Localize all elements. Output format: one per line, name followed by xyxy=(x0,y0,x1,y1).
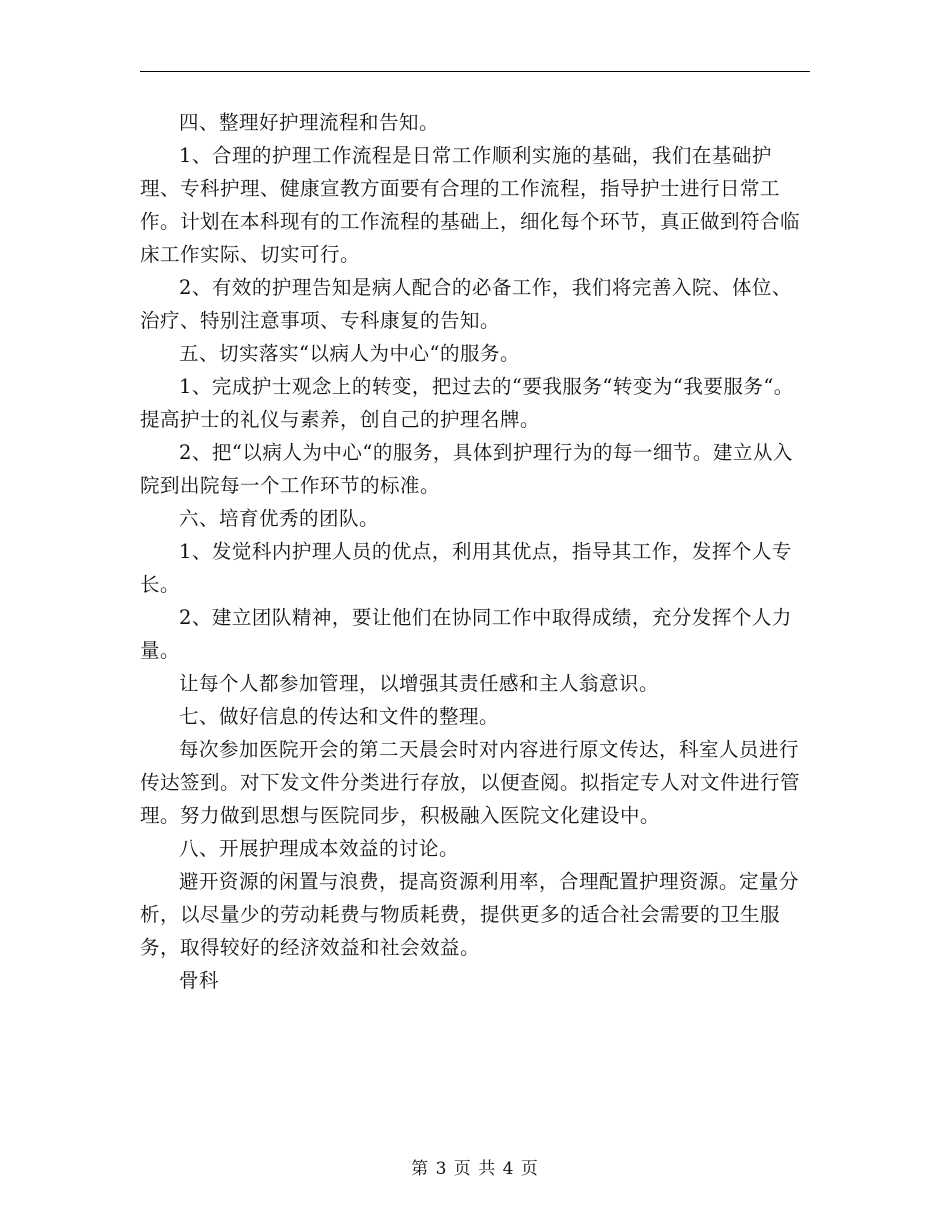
paragraph: 1、合理的护理工作流程是日常工作顺利实施的基础，我们在基础护理、专科护理、健康宣教方面要有合理的工作流程，指导护士进行日常工作。计划在本科现有的工作流程的基础上，细化每个环节，真正做到符合临床工作实际、切实可行。 xyxy=(140,144,801,266)
paragraph: 2、把“以病人为中心“的服务，具体到护理行为的每一细节。建立从入院到出院每一个工作环节的标准。 xyxy=(140,441,793,497)
section-heading-7: 七、做好信息的传达和文件的整理。 xyxy=(179,705,500,728)
paragraph: 1、发觉科内护理人员的优点，利用其优点，指导其工作，发挥个人专长。 xyxy=(140,540,792,596)
page-number-footer: 第 3 页 共 4 页 xyxy=(411,1159,539,1179)
paragraph: 2、有效的护理告知是病人配合的必备工作，我们将完善入院、体位、治疗、特别注意事项、专科康复的告知。 xyxy=(140,276,792,332)
header-rule xyxy=(140,71,810,72)
paragraph: 让每个人都参加管理，以增强其责任感和主人翁意识。 xyxy=(179,672,660,695)
section-heading-5: 五、切实落实“以病人为中心“的服务。 xyxy=(179,342,520,365)
section-heading-6: 六、培育优秀的团队。 xyxy=(179,507,380,530)
paragraph: 2、建立团队精神，要让他们在协同工作中取得成绩，充分发挥个人力量。 xyxy=(140,606,792,662)
paragraph: 骨科 xyxy=(179,969,220,992)
paragraph: 1、完成护士观念上的转变，把过去的“要我服务“转变为“我要服务“。提高护士的礼仪与素养，创自己的护理名牌。 xyxy=(140,375,794,431)
section-heading-8: 八、开展护理成本效益的讨论。 xyxy=(179,837,460,860)
document-body xyxy=(140,106,810,997)
section-heading-4: 四、整理好护理流程和告知。 xyxy=(179,111,440,134)
paragraph: 避开资源的闲置与浪费，提高资源利用率，合理配置护理资源。定量分析，以尽量少的劳动耗费与物质耗费，提供更多的适合社会需要的卫生服务，取得较好的经济效益和社会效益。 xyxy=(140,870,800,959)
paragraph: 每次参加医院开会的第二天晨会时对内容进行原文传达，科室人员进行传达签到。对下发文件分类进行存放，以便查阅。拟指定专人对文件进行管理。努力做到思想与医院同步，积极融入医院文化建设中。 xyxy=(140,738,801,827)
